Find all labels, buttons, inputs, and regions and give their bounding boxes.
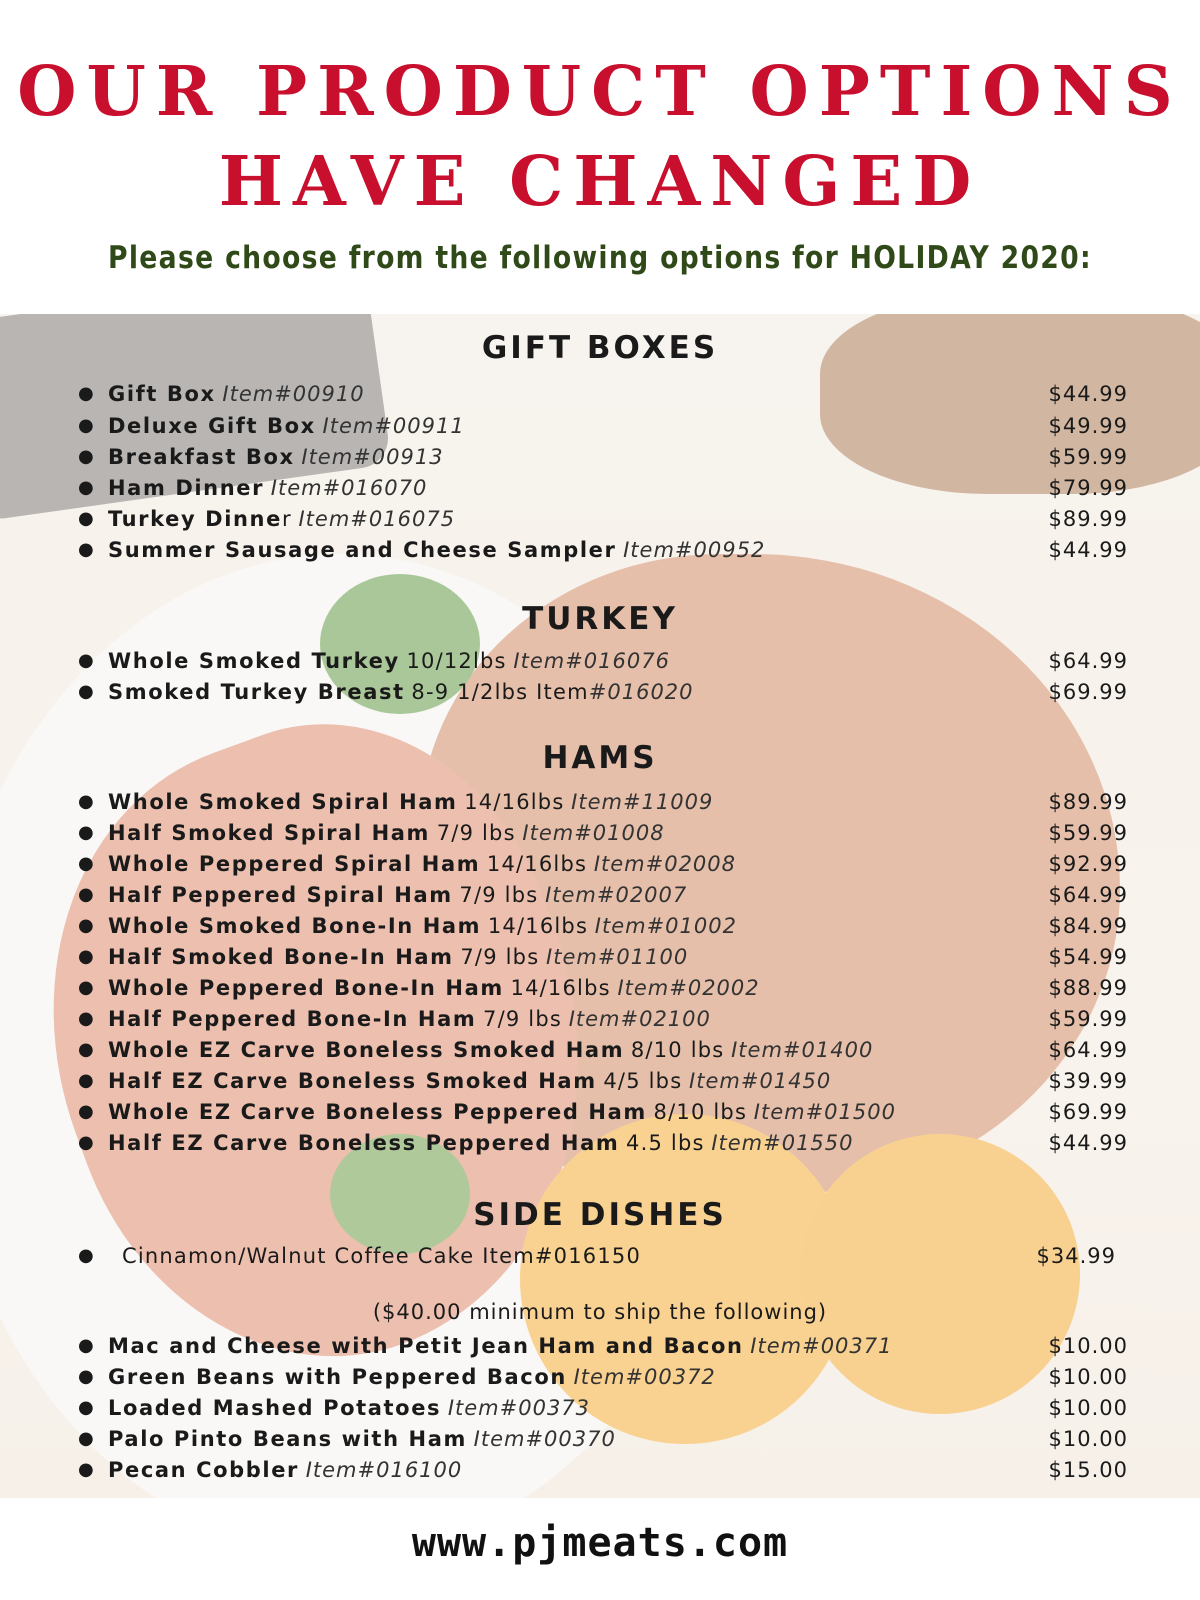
item-price: $34.99 xyxy=(1036,1244,1116,1268)
item-size: 14/16lbs xyxy=(487,914,589,938)
item-price: $44.99 xyxy=(1048,382,1128,406)
item-name: Half EZ Carve Boneless Smoked Ham xyxy=(108,1069,597,1093)
section-title-gift-boxes: GIFT BOXES xyxy=(481,330,719,366)
item-name: Deluxe Gift Box xyxy=(108,414,316,438)
section-title-side-dishes: SIDE DISHES xyxy=(473,1197,727,1233)
item-price: $89.99 xyxy=(1048,507,1128,531)
item-name: Half Smoked Spiral Ham xyxy=(108,821,431,845)
headline-line-2: HAVE CHANGED xyxy=(218,142,982,222)
item-name: Half Smoked Bone-In Ham xyxy=(108,945,454,969)
list-item xyxy=(0,910,1200,942)
bullet-icon: ● xyxy=(78,1132,94,1153)
item-price: $54.99 xyxy=(1048,945,1128,969)
item-price: $84.99 xyxy=(1048,914,1128,938)
item-name: Whole Smoked Spiral Ham xyxy=(108,790,458,814)
item-number: Item#00373 xyxy=(447,1396,591,1420)
list-item xyxy=(0,1392,1200,1424)
list-item xyxy=(0,786,1200,818)
item-name: Mac and Cheese with Petit Jean Ham and Bacon xyxy=(108,1334,744,1358)
item-price: $64.99 xyxy=(1048,649,1128,673)
bullet-icon: ● xyxy=(78,539,94,560)
list-item xyxy=(0,676,1200,708)
bullet-icon: ● xyxy=(78,884,94,905)
list-item xyxy=(0,410,1200,442)
list-item xyxy=(0,503,1200,535)
item-name: Half Peppered Spiral Ham xyxy=(108,883,453,907)
bullet-icon: ● xyxy=(78,1335,94,1356)
item-name: Breakfast Box xyxy=(108,445,295,469)
list-item xyxy=(0,441,1200,473)
bullet-icon: ● xyxy=(78,977,94,998)
bullet-icon: ● xyxy=(78,681,94,702)
item-size: 14/16lbs xyxy=(510,976,611,1000)
item-number: Item#016100 xyxy=(305,1458,463,1482)
subheading: Please choose from the following options for HOLIDAY 2020: xyxy=(108,240,1092,276)
list-item xyxy=(0,972,1200,1004)
item-name: Whole Smoked Bone-In Ham xyxy=(108,914,482,938)
list-item xyxy=(0,378,1200,410)
item-price: $44.99 xyxy=(1048,1131,1128,1155)
bullet-icon: ● xyxy=(78,1039,94,1060)
list-item xyxy=(0,534,1200,566)
item-number: Item#02100 xyxy=(568,1007,711,1031)
item-price: $10.00 xyxy=(1048,1334,1128,1358)
bullet-icon: ● xyxy=(78,853,94,874)
bullet-icon: ● xyxy=(78,1428,94,1449)
bullet-icon: ● xyxy=(78,822,94,843)
item-number: Item#01500 xyxy=(753,1100,896,1124)
shipping-minimum-note: ($40.00 minimum to ship the following) xyxy=(372,1300,828,1324)
list-item xyxy=(0,1361,1200,1393)
item-price: $49.99 xyxy=(1048,414,1128,438)
website-link[interactable]: www.pjmeats.com xyxy=(411,1520,789,1566)
bullet-icon: ● xyxy=(78,1070,94,1091)
list-item xyxy=(0,1065,1200,1097)
list-item xyxy=(0,1454,1200,1486)
bullet-icon: ● xyxy=(78,1008,94,1029)
item-number: #016020 xyxy=(588,680,694,704)
item-name: Pecan Cobbler xyxy=(108,1458,300,1482)
bullet-icon: ● xyxy=(78,383,94,404)
item-name: Whole EZ Carve Boneless Smoked Ham xyxy=(108,1038,625,1062)
bullet-icon: ● xyxy=(78,508,94,529)
item-number: Item#02002 xyxy=(617,976,760,1000)
list-item xyxy=(0,817,1200,849)
item-price: $79.99 xyxy=(1048,476,1128,500)
item-price: $59.99 xyxy=(1048,1007,1128,1031)
item-name: Palo Pinto Beans with Ham xyxy=(108,1427,467,1451)
item-number: Item#01002 xyxy=(594,914,737,938)
item-size: 4.5 lbs xyxy=(626,1131,705,1155)
item-size: 7/9 lbs xyxy=(436,821,516,845)
item-number: Item#00370 xyxy=(473,1427,616,1451)
item-name: Half EZ Carve Boneless Peppered Ham xyxy=(108,1131,620,1155)
bullet-icon: ● xyxy=(78,1101,94,1122)
item-name: Ham Dinner xyxy=(108,476,265,500)
item-price: $89.99 xyxy=(1048,790,1128,814)
item-price: $64.99 xyxy=(1048,1038,1128,1062)
bullet-icon: ● xyxy=(78,915,94,936)
list-item xyxy=(0,1127,1200,1159)
bullet-icon: ● xyxy=(78,415,94,436)
item-price: $69.99 xyxy=(1048,1100,1128,1124)
item-size: 8/10 lbs xyxy=(653,1100,748,1124)
list-item xyxy=(0,1003,1200,1035)
item-size: 7/9 lbs xyxy=(459,883,539,907)
item-number: Item#01550 xyxy=(711,1131,854,1155)
item-name: Whole Smoked Turkey xyxy=(108,649,400,673)
bullet-icon: ● xyxy=(78,946,94,967)
list-item xyxy=(0,879,1200,911)
item-name: Turkey Dinne xyxy=(108,507,282,531)
item-number: Item#01400 xyxy=(731,1038,874,1062)
item-size: 8/10 lbs xyxy=(630,1038,725,1062)
item-name: Smoked Turkey Breast xyxy=(108,680,405,704)
item-size: 14/16lbs xyxy=(486,852,588,876)
list-item xyxy=(0,941,1200,973)
item-size: 7/9 lbs xyxy=(460,945,540,969)
item-number: Item#00913 xyxy=(301,445,444,469)
item-number: Item#02008 xyxy=(593,852,737,876)
item-number: Item#00910 xyxy=(222,382,365,406)
list-item xyxy=(0,1240,1200,1272)
list-item xyxy=(0,645,1200,677)
item-number: Item#00952 xyxy=(623,538,766,562)
item-number: Item#01450 xyxy=(689,1069,832,1093)
item-number: Item#00372 xyxy=(573,1365,716,1389)
item-name: Whole Peppered Spiral Ham xyxy=(108,852,481,876)
headline-line-1: OUR PRODUCT OPTIONS xyxy=(17,52,1183,132)
item-price: $39.99 xyxy=(1048,1069,1128,1093)
item-name-tail: r xyxy=(281,507,292,531)
item-size: 14/16lbs xyxy=(464,790,565,814)
item-number: Item#00371 xyxy=(750,1334,893,1358)
item-name: Whole EZ Carve Boneless Peppered Ham xyxy=(108,1100,647,1124)
bullet-icon: ● xyxy=(78,446,94,467)
item-name: Green Beans with Peppered Bacon xyxy=(108,1365,567,1389)
item-price: $69.99 xyxy=(1048,680,1128,704)
bullet-icon: ● xyxy=(78,650,94,671)
bullet-icon: ● xyxy=(78,791,94,812)
item-price: $64.99 xyxy=(1048,883,1128,907)
item-price: $59.99 xyxy=(1048,821,1128,845)
item-name: Summer Sausage and Cheese Sampler xyxy=(108,538,617,562)
list-item xyxy=(0,472,1200,504)
item-number: Item#016076 xyxy=(513,649,670,673)
item-price: $10.00 xyxy=(1048,1396,1128,1420)
section-title-hams: HAMS xyxy=(542,740,658,776)
item-price: $44.99 xyxy=(1048,538,1128,562)
item-size: 8-9 1/2lbs Item xyxy=(411,680,589,704)
item-price: $59.99 xyxy=(1048,445,1128,469)
list-item xyxy=(0,1034,1200,1066)
item-price: $15.00 xyxy=(1048,1458,1128,1482)
section-title-turkey: TURKEY xyxy=(522,601,678,637)
item-price: $88.99 xyxy=(1048,976,1128,1000)
item-number: Item#00911 xyxy=(322,414,465,438)
bullet-icon: ● xyxy=(78,1459,94,1480)
list-item xyxy=(0,1423,1200,1455)
item-name: Whole Peppered Bone-In Ham xyxy=(108,976,504,1000)
item-name: Loaded Mashed Potatoes xyxy=(108,1396,442,1420)
list-item xyxy=(0,848,1200,880)
item-name: Half Peppered Bone-In Ham xyxy=(108,1007,477,1031)
item-number: Item#016075 xyxy=(298,507,456,531)
featured-item-text: Cinnamon/Walnut Coffee Cake Item#016150 xyxy=(122,1244,642,1268)
bullet-icon: ● xyxy=(78,1245,94,1266)
item-price: $92.99 xyxy=(1048,852,1128,876)
item-name: Gift Box xyxy=(108,382,216,406)
item-size: 4/5 lbs xyxy=(603,1069,683,1093)
item-number: Item#01008 xyxy=(522,821,665,845)
item-price: $10.00 xyxy=(1048,1427,1128,1451)
item-size: 7/9 lbs xyxy=(483,1007,562,1031)
list-item xyxy=(0,1096,1200,1128)
list-item xyxy=(0,1330,1200,1362)
item-number: Item#11009 xyxy=(571,790,714,814)
bullet-icon: ● xyxy=(78,477,94,498)
item-size: 10/12lbs xyxy=(406,649,507,673)
item-number: Item#02007 xyxy=(545,883,688,907)
bullet-icon: ● xyxy=(78,1397,94,1418)
bullet-icon: ● xyxy=(78,1366,94,1387)
item-number: Item#01100 xyxy=(546,945,689,969)
item-number: Item#016070 xyxy=(270,476,428,500)
item-price: $10.00 xyxy=(1048,1365,1128,1389)
